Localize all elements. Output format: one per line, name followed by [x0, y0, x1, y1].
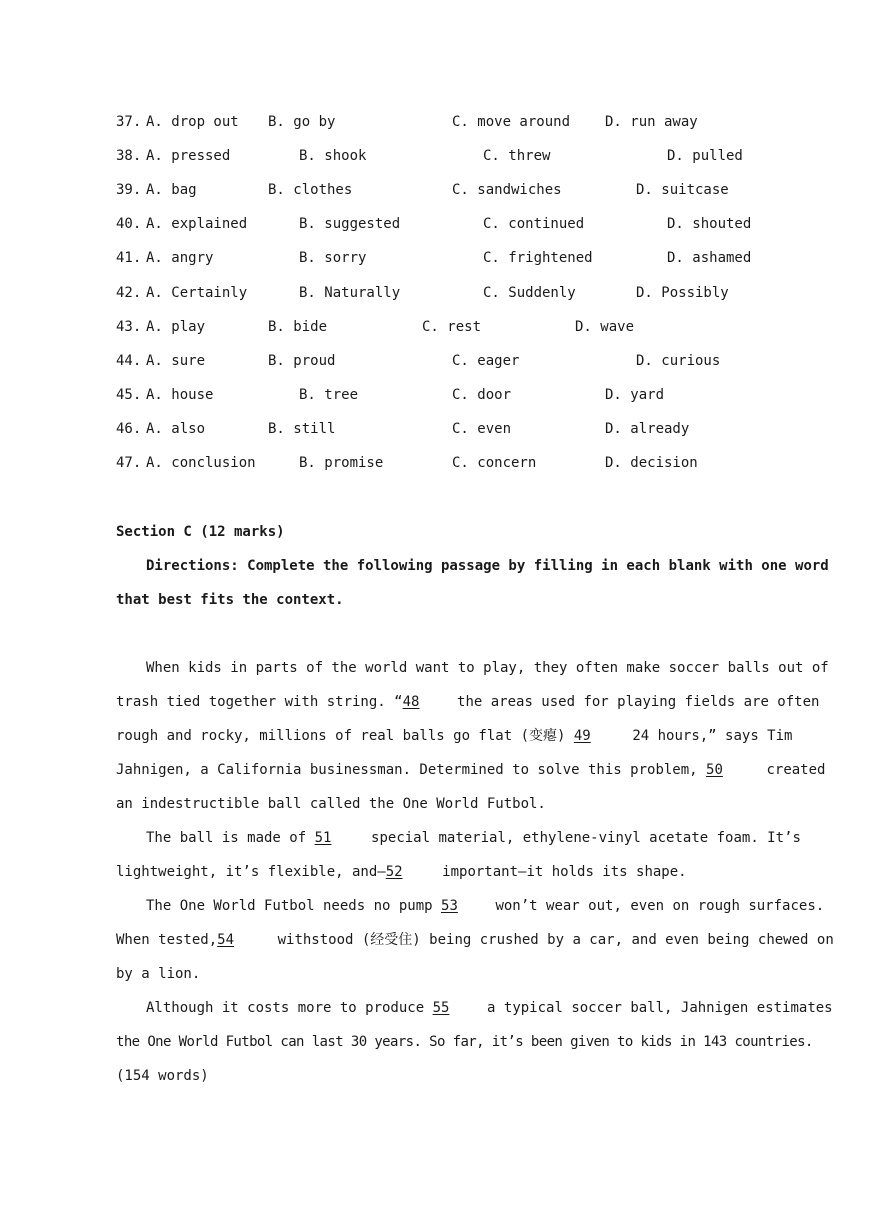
- option-a: A. pressed: [146, 148, 231, 164]
- blank-53[interactable]: 53: [441, 898, 458, 914]
- passage-line: lightweight, it’s flexible, and—52 important—it holds its shape.: [116, 855, 761, 889]
- option-d: D. run away: [605, 114, 698, 130]
- option-a: A. play: [146, 319, 206, 335]
- option-a: A. also: [146, 421, 206, 437]
- option-d: D. pulled: [667, 148, 743, 164]
- word-count: (154 words): [116, 1068, 209, 1084]
- option-a: A. house: [146, 387, 214, 403]
- question-number: 42.: [116, 285, 142, 301]
- question-number: 44.: [116, 353, 142, 369]
- option-c: C. continued: [483, 216, 585, 232]
- option-b: B. proud: [268, 353, 336, 369]
- question-number: 37.: [116, 114, 142, 130]
- option-d: D. decision: [605, 455, 698, 471]
- option-d: D. wave: [575, 319, 635, 335]
- blank-55[interactable]: 55: [432, 1000, 450, 1016]
- option-d: D. ashamed: [667, 250, 752, 266]
- question-number: 45.: [116, 387, 142, 403]
- option-d: D. suitcase: [636, 182, 729, 198]
- passage-line: the One World Futbol can last 30 years. So far, it’s been given to kids in 143 countries.: [116, 1034, 813, 1050]
- question-number: 38.: [116, 148, 142, 164]
- option-a: A. sure: [146, 353, 206, 369]
- passage-line: Jahnigen, a California businessman. Determined to solve this problem, 50 created: [116, 753, 761, 787]
- blank-49[interactable]: 49: [573, 728, 591, 744]
- directions-line-1: Directions: Complete the following passage by filling in each blank with one word: [146, 558, 829, 574]
- passage-line: an indestructible ball called the One World Futbol.: [116, 796, 546, 812]
- option-a: A. conclusion: [146, 455, 256, 471]
- passage-line: When kids in parts of the world want to play, they often make soccer balls out of: [146, 660, 829, 676]
- option-b: B. still: [268, 421, 336, 437]
- option-b: B. promise: [299, 455, 384, 471]
- option-b: B. Naturally: [299, 285, 401, 301]
- option-b: B. bide: [268, 319, 328, 335]
- passage-line: rough and rocky, millions of real balls go flat (变瘪) 49 24 hours,” says Tim: [116, 719, 761, 753]
- question-number: 47.: [116, 455, 142, 471]
- option-c: C. rest: [422, 319, 482, 335]
- option-a: A. Certainly: [146, 285, 248, 301]
- option-d: D. yard: [605, 387, 665, 403]
- option-c: C. door: [452, 387, 512, 403]
- option-d: D. curious: [636, 353, 721, 369]
- option-c: C. even: [452, 421, 512, 437]
- question-number: 43.: [116, 319, 142, 335]
- passage: [116, 651, 834, 1093]
- option-c: C. threw: [483, 148, 551, 164]
- blank-52[interactable]: 52: [385, 864, 403, 880]
- passage-line: When tested,54 withstood (经受住) being crushed by a car, and even being chewed on: [116, 923, 761, 957]
- option-b: B. suggested: [299, 216, 401, 232]
- section-c-directions: [116, 549, 829, 617]
- option-a: A. drop out: [146, 114, 239, 130]
- section-c-title: Section C (12 marks): [116, 524, 285, 540]
- option-c: C. Suddenly: [483, 285, 576, 301]
- option-c: C. sandwiches: [452, 182, 562, 198]
- option-a: A. angry: [146, 250, 214, 266]
- passage-line: Although it costs more to produce 55 a typical soccer ball, Jahnigen estimates: [116, 991, 761, 1025]
- option-a: A. bag: [146, 182, 197, 198]
- passage-line: trash tied together with string. “48 the areas used for playing fields are often: [116, 685, 761, 719]
- blank-54[interactable]: 54: [217, 932, 235, 948]
- option-b: B. sorry: [299, 250, 367, 266]
- question-number: 39.: [116, 182, 142, 198]
- option-c: C. frightened: [483, 250, 593, 266]
- option-d: D. already: [605, 421, 690, 437]
- option-d: D. Possibly: [636, 285, 729, 301]
- question-number: 46.: [116, 421, 142, 437]
- directions-line-2: that best fits the context.: [116, 592, 344, 608]
- option-b: B. tree: [299, 387, 359, 403]
- blank-51[interactable]: 51: [314, 830, 332, 846]
- option-c: C. eager: [452, 353, 520, 369]
- option-b: B. shook: [299, 148, 367, 164]
- option-c: C. move around: [452, 114, 571, 130]
- passage-line: The ball is made of 51 special material, ethylene-vinyl acetate foam. It’s: [116, 821, 761, 855]
- option-d: D. shouted: [667, 216, 752, 232]
- option-c: C. concern: [452, 455, 537, 471]
- option-b: B. go by: [268, 114, 336, 130]
- question-number: 40.: [116, 216, 142, 232]
- question-number: 41.: [116, 250, 142, 266]
- passage-line: by a lion.: [116, 966, 201, 982]
- option-a: A. explained: [146, 216, 248, 232]
- blank-50[interactable]: 50: [706, 762, 723, 778]
- option-b: B. clothes: [268, 182, 353, 198]
- blank-48[interactable]: 48: [402, 694, 420, 710]
- passage-line: The One World Futbol needs no pump 53 won’t wear out, even on rough surfaces.: [116, 889, 761, 923]
